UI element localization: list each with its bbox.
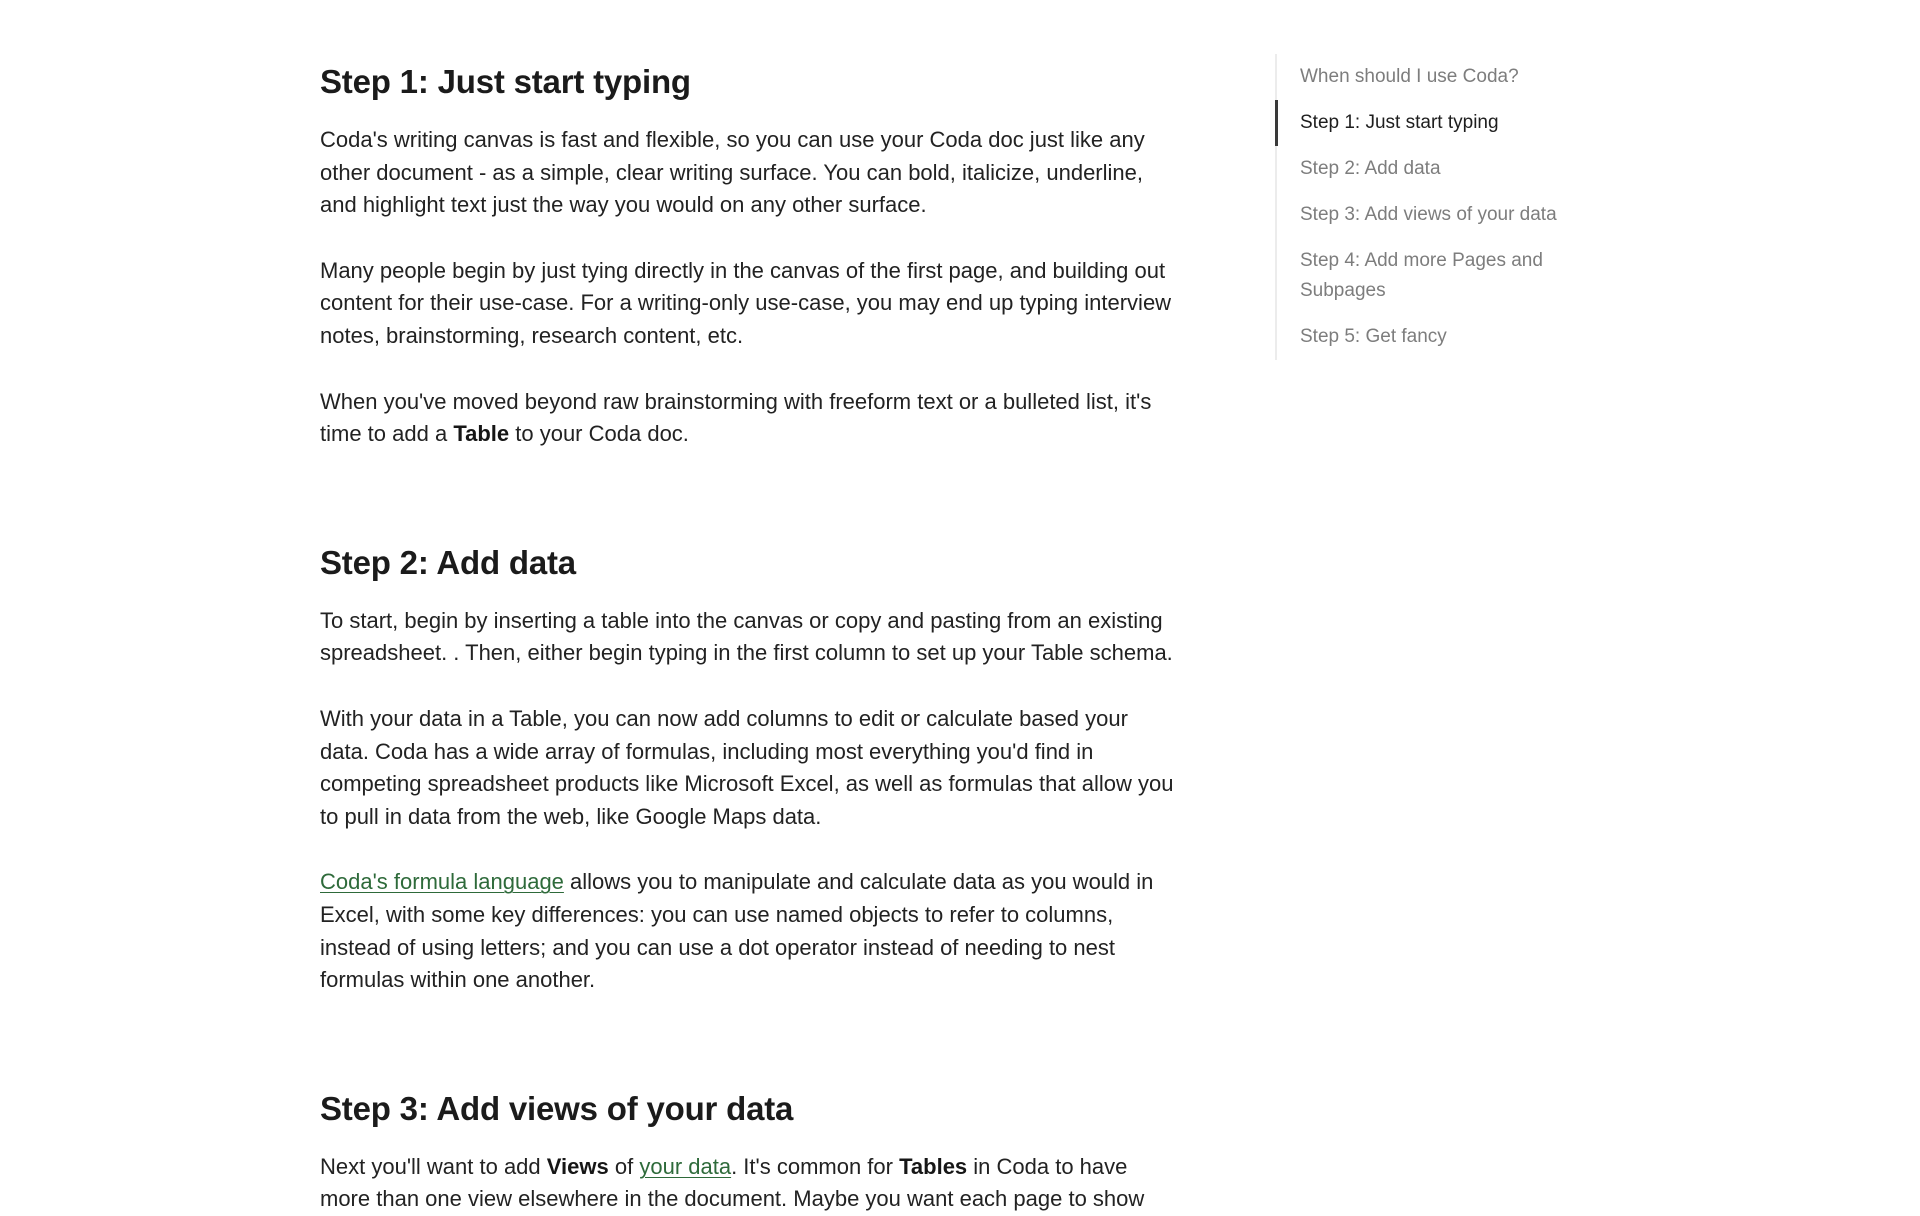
your-data-link[interactable]: your data (639, 1153, 732, 1179)
step-2-paragraph-2: With your data in a Table, you can now add columns to edit or calculate based your data. Coda has a wide array of formulas, including most everything you'd find in competing spreadsheet products like Microsoft Excel, as well as formulas that allow you to pull in data from the web, like Google Maps data. (320, 705, 1174, 829)
step-3-paragraph-1 (320, 1151, 1176, 1216)
step-2-paragraph-1: To start, begin by inserting a table into the canvas or copy and pasting from an existing spreadsheet. . Then, either begin typing in the first column to set up your Table schema. (320, 607, 1173, 666)
text-run: When you've moved beyond raw brainstorming with freeform text or a bulleted list, it's time to add a (320, 388, 1152, 447)
section-step-1 (320, 56, 1176, 451)
text-run: to your Coda doc. (509, 421, 689, 447)
bold-table-text: Table (453, 421, 510, 447)
text-run: in Coda to have more than one view elsewhere in the document. Maybe you want each page to show (320, 1153, 1145, 1212)
section-step-2 (320, 537, 1176, 997)
step-1-paragraph-1: Coda's writing canvas is fast and flexible, so you can use your Coda doc just like any other document - as a simple, clear writing surface. You can bold, italicize, underline, and highlight text just the way you would on any other surface. (320, 127, 1145, 218)
step-3-heading: Step 3: Add views of your data (320, 1089, 794, 1127)
step-2-heading: Step 2: Add data (320, 543, 576, 581)
bold-views-text: Views (546, 1153, 609, 1179)
toc-item-when-to-use[interactable]: When should I use Coda? (1300, 66, 1519, 87)
toc-item-step-5[interactable]: Step 5: Get fancy (1300, 326, 1447, 347)
text-run: allows you to manipulate and calculate data as you would in Excel, with some key differences: you can use named objects to refer to columns, instead of using letters; and you can use a dot operator instead of needing to nest formulas within one another. (320, 869, 1154, 993)
text-run: of (608, 1153, 640, 1179)
step-1-paragraph-3 (320, 386, 1176, 451)
toc-item-step-3[interactable]: Step 3: Add views of your data (1300, 204, 1557, 225)
step-1-paragraph-2: Many people begin by just tying directly in the canvas of the first page, and building out content for their use-case. For a writing-only use-case, you may end up typing interview notes, brainstorming, research content, etc. (320, 257, 1172, 348)
table-of-contents (1275, 54, 1597, 360)
formula-language-link[interactable]: Coda's formula language (320, 869, 564, 895)
toc-item-step-2[interactable]: Step 2: Add data (1300, 158, 1441, 179)
bold-tables-text: Tables (899, 1153, 968, 1179)
toc-item-step-4[interactable]: Step 4: Add more Pages and Subpages (1300, 250, 1543, 301)
toc-item-step-1[interactable]: Step 1: Just start typing (1277, 100, 1597, 146)
step-1-heading: Step 1: Just start typing (320, 63, 691, 100)
doc-content (320, 56, 1176, 1216)
text-run: Next you'll want to add (320, 1153, 547, 1179)
step-2-paragraph-3 (320, 866, 1176, 996)
section-step-3 (320, 1083, 1176, 1216)
text-run: . It's common for (731, 1153, 900, 1179)
